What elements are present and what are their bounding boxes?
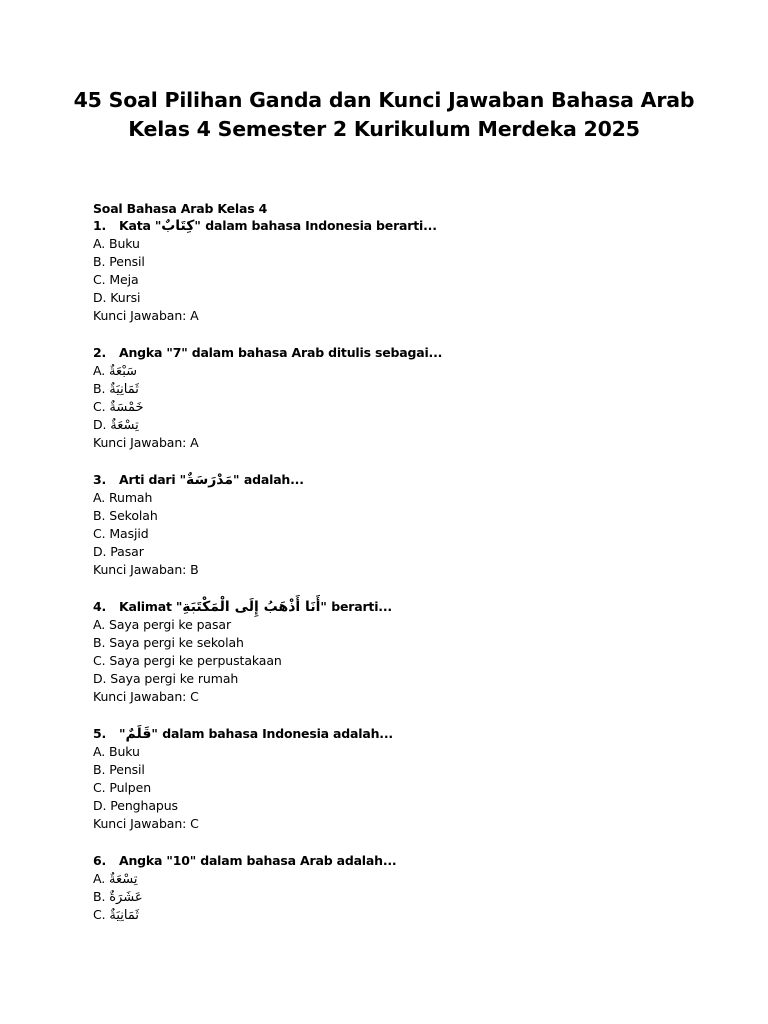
- option-arabic: خَمْسَةٌ: [109, 400, 144, 415]
- answer-option: [93, 507, 713, 525]
- option-text: Pulpen: [109, 780, 152, 795]
- question-text-before: Angka "7" dalam bahasa Arab ditulis sebagai...: [119, 345, 443, 360]
- option-text: Rumah: [108, 490, 153, 505]
- answer-option: [93, 253, 713, 271]
- question-arabic-term: قَلَمٌ: [125, 726, 152, 742]
- option-label: C.: [93, 907, 110, 922]
- option-label: B.: [93, 381, 110, 396]
- option-text: Pasar: [110, 544, 144, 559]
- answer-option: [93, 797, 713, 815]
- option-label: C.: [93, 272, 110, 287]
- question-item: [93, 344, 713, 452]
- option-label: D.: [93, 544, 111, 559]
- answer-option: [93, 743, 713, 761]
- option-text: Penghapus: [110, 798, 178, 813]
- question-item: [93, 725, 713, 833]
- option-label: A.: [93, 490, 109, 505]
- answer-option: [93, 870, 713, 888]
- answer-option: [93, 380, 713, 398]
- answer-option: [93, 398, 713, 416]
- option-label: B.: [93, 254, 110, 269]
- option-text: Pensil: [109, 254, 145, 269]
- document-content: [93, 200, 713, 943]
- option-arabic: ثَمَانِيَةٌ: [109, 908, 139, 923]
- option-text: Meja: [109, 272, 139, 287]
- question-item: [93, 598, 713, 706]
- option-text: Pensil: [109, 762, 145, 777]
- answer-option: [93, 525, 713, 543]
- question-arabic-term: أَنَا أَذْهَبُ إِلَى الْمَكْتَبَةِ: [182, 599, 321, 615]
- section-heading: Soal Bahasa Arab Kelas 4: [93, 201, 268, 216]
- answer-option: [93, 634, 713, 652]
- question-text-before: Arti dari ": [119, 472, 186, 487]
- question-number: 1.: [93, 218, 107, 233]
- option-text: Masjid: [109, 526, 149, 541]
- question-number: 3.: [93, 472, 107, 487]
- answer-option: [93, 489, 713, 507]
- question-text: [93, 852, 713, 870]
- option-text: Saya pergi ke perpustakaan: [109, 653, 282, 668]
- question-text-after: " adalah...: [233, 472, 304, 487]
- question-text: [93, 598, 713, 616]
- question-text: [93, 471, 713, 489]
- question-text-after: " dalam bahasa Indonesia berarti...: [194, 218, 437, 233]
- question-text-after: " dalam bahasa Indonesia adalah...: [151, 726, 393, 741]
- option-text: Buku: [108, 236, 140, 251]
- option-text: Saya pergi ke pasar: [108, 617, 231, 632]
- answer-option: [93, 289, 713, 307]
- option-label: C.: [93, 653, 110, 668]
- question-number: 2.: [93, 345, 107, 360]
- answer-option: [93, 670, 713, 688]
- option-label: B.: [93, 635, 110, 650]
- option-label: A.: [93, 871, 109, 886]
- option-text: Saya pergi ke sekolah: [109, 635, 244, 650]
- question-text-before: ": [119, 726, 126, 741]
- question-text-after: " berarti...: [320, 599, 392, 614]
- answer-option: [93, 616, 713, 634]
- option-arabic: تِسْعَةٌ: [110, 418, 139, 433]
- answer-option: [93, 888, 713, 906]
- option-label: B.: [93, 762, 110, 777]
- question-text: [93, 217, 713, 235]
- answer-option: [93, 761, 713, 779]
- question-text-before: Kalimat ": [119, 599, 183, 614]
- question-item: [93, 852, 713, 924]
- option-label: A.: [93, 236, 109, 251]
- option-label: C.: [93, 780, 110, 795]
- option-label: D.: [93, 417, 111, 432]
- title-line-2: Kelas 4 Semester 2 Kurikulum Merdeka 2025: [128, 117, 640, 141]
- option-label: D.: [93, 798, 111, 813]
- answer-option: [93, 235, 713, 253]
- document-title: [40, 86, 728, 144]
- option-label: A.: [93, 363, 109, 378]
- question-text: [93, 344, 713, 362]
- title-line-1: 45 Soal Pilihan Ganda dan Kunci Jawaban Bahasa Arab: [73, 88, 695, 112]
- option-text: Buku: [108, 744, 140, 759]
- answer-key: Kunci Jawaban: A: [93, 435, 199, 450]
- answer-option: [93, 652, 713, 670]
- answer-key: Kunci Jawaban: A: [93, 308, 199, 323]
- answer-key: Kunci Jawaban: C: [93, 689, 199, 704]
- answer-option: [93, 779, 713, 797]
- option-label: A.: [93, 617, 109, 632]
- question-number: 5.: [93, 726, 107, 741]
- question-number: 4.: [93, 599, 107, 614]
- answer-option: [93, 543, 713, 561]
- question-item: [93, 471, 713, 579]
- answer-key: Kunci Jawaban: C: [93, 816, 199, 831]
- answer-option: [93, 416, 713, 434]
- question-list: [93, 217, 713, 924]
- option-arabic: سَبْعَةٌ: [108, 364, 138, 379]
- option-label: B.: [93, 508, 110, 523]
- option-label: C.: [93, 526, 110, 541]
- question-arabic-term: مَدْرَسَةٌ: [185, 472, 234, 488]
- answer-option: [93, 362, 713, 380]
- option-arabic: عَشَرَةٌ: [109, 890, 143, 905]
- option-arabic: ثَمَانِيَةٌ: [109, 382, 139, 397]
- answer-key: Kunci Jawaban: B: [93, 562, 199, 577]
- option-label: A.: [93, 744, 109, 759]
- question-text: [93, 725, 713, 743]
- question-item: [93, 217, 713, 325]
- question-text-before: Angka "10" dalam bahasa Arab adalah...: [119, 853, 397, 868]
- question-number: 6.: [93, 853, 107, 868]
- option-label: D.: [93, 290, 111, 305]
- option-text: Saya pergi ke rumah: [110, 671, 239, 686]
- option-label: D.: [93, 671, 111, 686]
- question-text-before: Kata ": [119, 218, 162, 233]
- answer-option: [93, 271, 713, 289]
- option-text: Kursi: [110, 290, 141, 305]
- option-label: B.: [93, 889, 110, 904]
- option-arabic: تِسْعَةٌ: [108, 872, 138, 887]
- option-label: C.: [93, 399, 110, 414]
- answer-option: [93, 906, 713, 924]
- option-text: Sekolah: [109, 508, 158, 523]
- question-arabic-term: كِتَابٌ: [161, 218, 195, 234]
